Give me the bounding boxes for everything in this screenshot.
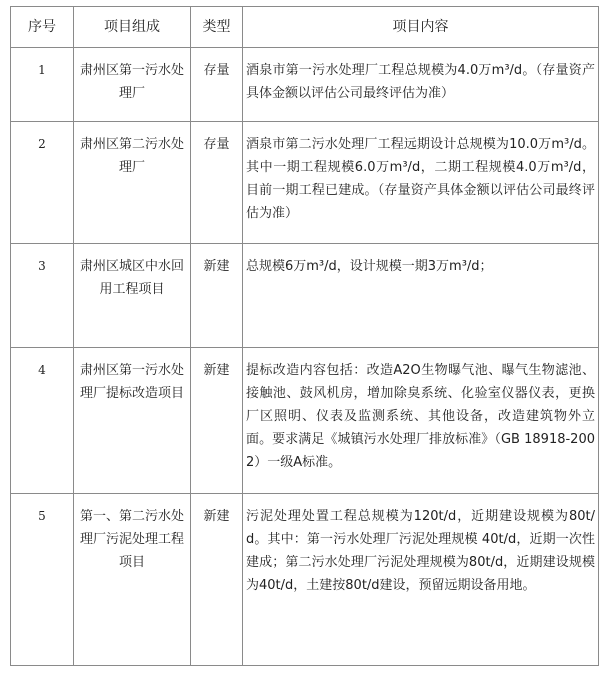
table-row bbox=[11, 494, 599, 666]
row-seq: 4 bbox=[11, 348, 74, 494]
table-header bbox=[11, 7, 599, 48]
row-seq: 2 bbox=[11, 122, 74, 244]
row-type: 新建 bbox=[191, 348, 243, 494]
row-seq: 3 bbox=[11, 244, 74, 348]
row-type: 新建 bbox=[191, 494, 243, 666]
row-composition: 肃州区城区中水回用工程项目 bbox=[74, 244, 191, 348]
table-body bbox=[11, 48, 599, 666]
row-content: 总规模6万m³/d，设计规模一期3万m³/d； bbox=[243, 244, 599, 348]
row-type: 存量 bbox=[191, 122, 243, 244]
header-composition: 项目组成 bbox=[74, 7, 191, 48]
row-type: 新建 bbox=[191, 244, 243, 348]
header-content: 项目内容 bbox=[243, 7, 599, 48]
row-seq: 1 bbox=[11, 48, 74, 122]
header-seq: 序号 bbox=[11, 7, 74, 48]
project-table bbox=[10, 6, 599, 666]
row-composition: 肃州区第二污水处理厂 bbox=[74, 122, 191, 244]
table-row bbox=[11, 122, 599, 244]
row-content: 提标改造内容包括：改造A2O生物曝气池、曝气生物滤池、接触池、鼓风机房，增加除臭系统、化验室仪器仪表，更换厂区照明、仪表及监测系统、其他设备，改造建筑物外立面。要求满足《城镇污水处理厂排放标准》（GB 18918-2002）一级A标准。 bbox=[243, 348, 599, 494]
row-composition: 肃州区第一污水处理厂 bbox=[74, 48, 191, 122]
header-type: 类型 bbox=[191, 7, 243, 48]
row-composition: 第一、第二污水处理厂污泥处理工程项目 bbox=[74, 494, 191, 666]
table-row bbox=[11, 348, 599, 494]
row-content: 酒泉市第一污水处理厂工程总规模为4.0万m³/d。（存量资产具体金额以评估公司最终评估为准） bbox=[243, 48, 599, 122]
row-seq: 5 bbox=[11, 494, 74, 666]
table-row bbox=[11, 244, 599, 348]
row-content: 污泥处理处置工程总规模为120t/d，近期建设规模为80t/d。其中：第一污水处理厂污泥处理规模 40t/d，近期一次性建成；第二污水处理厂污泥处理规模为80t/d，近期建设规模为40t/d，土建按80t/d建设，预留远期设备用地。 bbox=[243, 494, 599, 666]
header-row bbox=[11, 7, 599, 48]
row-content: 酒泉市第二污水处理厂工程远期设计总规模为10.0万m³/d。其中一期工程规模6.0万m³/d，二期工程规模4.0万m³/d，目前一期工程已建成。（存量资产具体金额以评估公司最终评估为准） bbox=[243, 122, 599, 244]
row-composition: 肃州区第一污水处理厂提标改造项目 bbox=[74, 348, 191, 494]
row-type: 存量 bbox=[191, 48, 243, 122]
table-row bbox=[11, 48, 599, 122]
